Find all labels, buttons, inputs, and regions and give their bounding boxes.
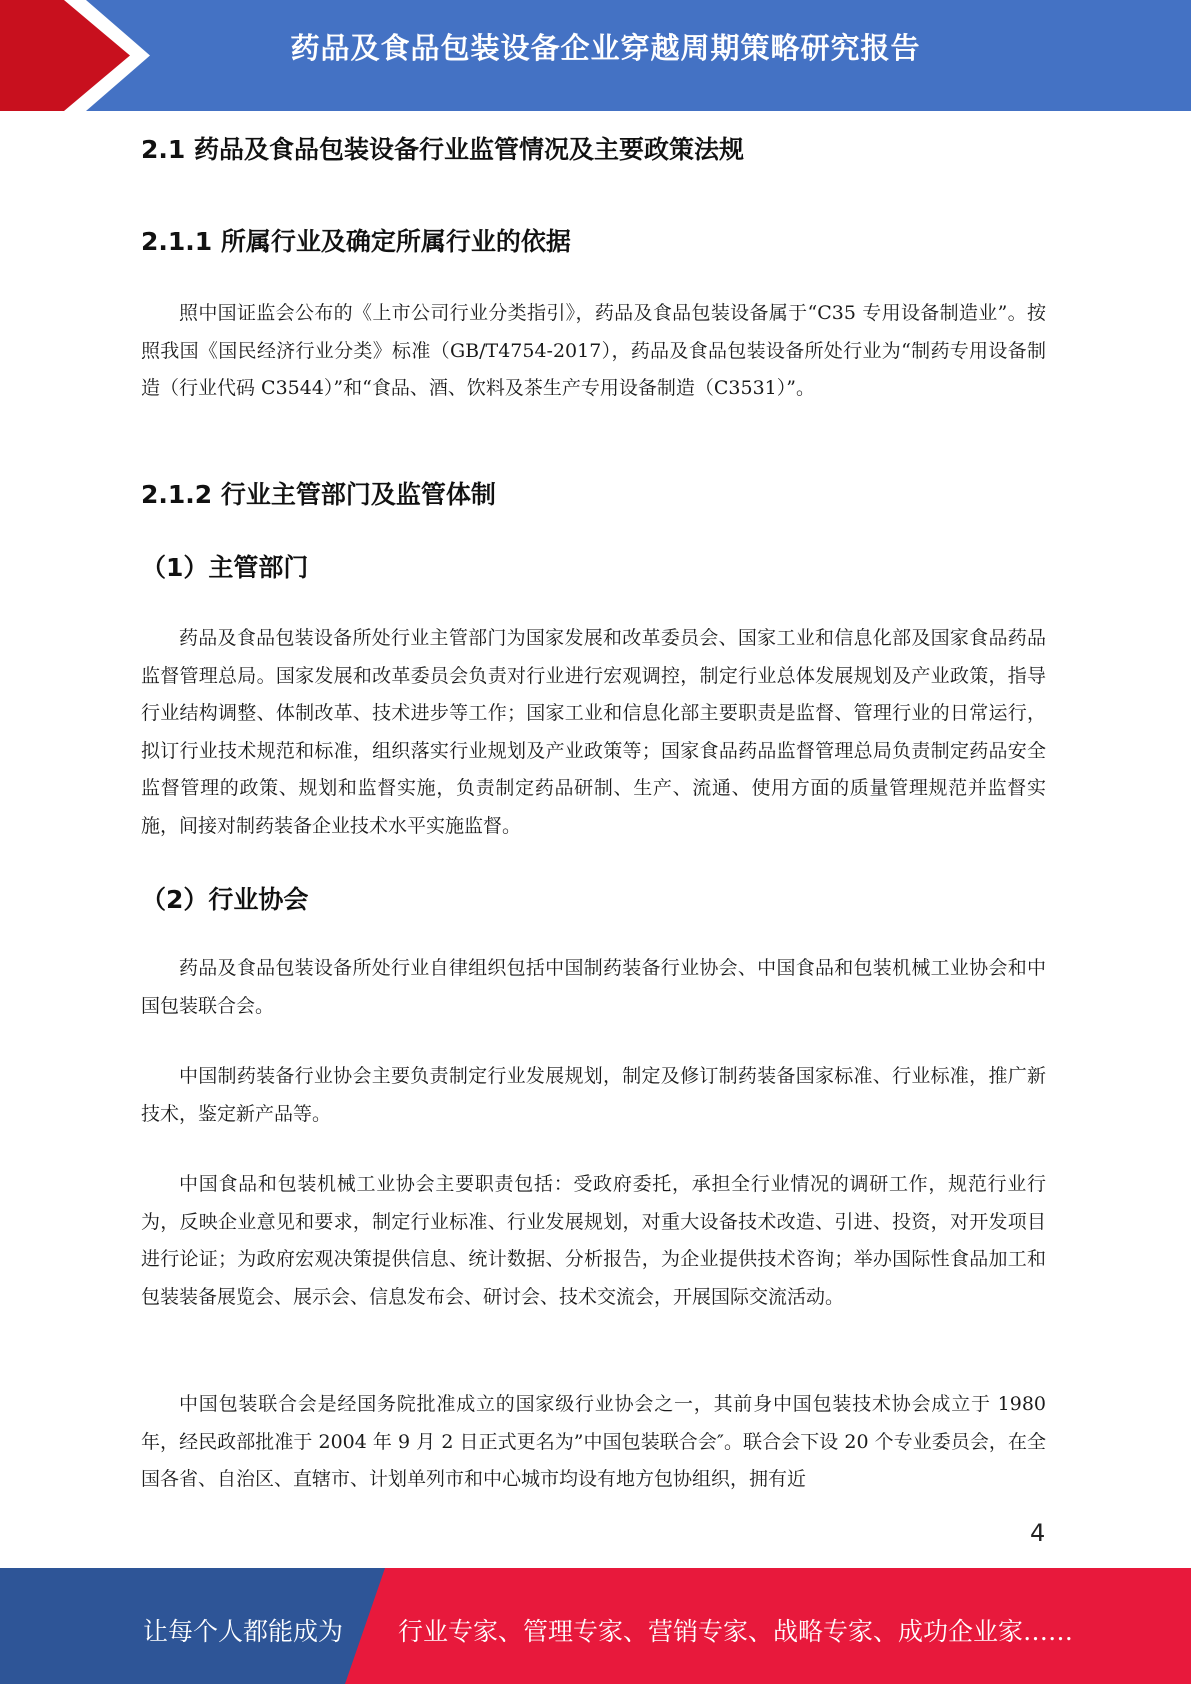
page-number: 4	[1030, 1519, 1046, 1547]
footer-slogan-left: 让每个人都能成为	[143, 1617, 344, 1646]
subsection-1-paragraph: 药品及食品包装设备所处行业主管部门为国家发展和改革委员会、国家工业和信息化部及国家食品药品监督管理总局。国家发展和改革委员会负责对行业进行宏观调控，制定行业总体发展规划及产业政策，指导行业结构调整、体制改革、技术进步等工作；国家工业和信息化部主要职责是监督、管理行业的日常运行，拟订行业技术规范和标准，组织落实行业规划及产业政策等；国家食品药品监督管理总局负责制定药品安全监督管理的政策、规划和监督实施，负责制定药品研制、生产、流通、使用方面的质量管理规范并监督实施，间接对制药装备企业技术水平实施监督。	[141, 627, 1046, 837]
subsection-2-paragraph-2: 中国制药装备行业协会主要负责制定行业发展规划，制定及修订制药装备国家标准、行业标准，推广新技术，鉴定新产品等。	[141, 1065, 1046, 1125]
page-footer	[0, 1568, 1191, 1684]
page-header	[0, 0, 1191, 111]
report-title: 药品及食品包装设备企业穿越周期策略研究报告	[290, 31, 921, 65]
subsection-2-heading: （2）行业协会	[141, 885, 309, 914]
section-2-1-1-heading: 2.1.1 所属行业及确定所属行业的依据	[141, 227, 571, 256]
subsection-1-heading: （1）主管部门	[141, 553, 309, 582]
subsection-2-paragraph-3: 中国食品和包装机械工业协会主要职责包括：受政府委托，承担全行业情况的调研工作，规范行业行为，反映企业意见和要求，制定行业标准、行业发展规划，对重大设备技术改造、引进、投资，对开发项目进行论证；为政府宏观决策提供信息、统计数据、分析报告，为企业提供技术咨询；举办国际性食品加工和包装装备展览会、展示会、信息发布会、研讨会、技术交流会，开展国际交流活动。	[141, 1173, 1046, 1308]
section-2-1-heading: 2.1 药品及食品包装设备行业监管情况及主要政策法规	[141, 135, 744, 164]
section-2-1-1-paragraph: 照中国证监会公布的《上市公司行业分类指引》，药品及食品包装设备属于“C35 专用设备制造业”。按照我国《国民经济行业分类》标准（GB/T4754-2017），药品及食品包装设备所处行业为“制药专用设备制造（行业代码 C3544）”和“食品、酒、饮料及茶生产专用设备制造（C3531）”。	[141, 302, 1046, 399]
subsection-2-paragraph-1: 药品及食品包装设备所处行业自律组织包括中国制药装备行业协会、中国食品和包装机械工业协会和中国包装联合会。	[141, 957, 1046, 1017]
section-2-1-2-heading: 2.1.2 行业主管部门及监管体制	[141, 480, 496, 509]
footer-slogan-right: 行业专家、管理专家、营销专家、战略专家、成功企业家……	[398, 1617, 1074, 1646]
subsection-2-paragraph-4: 中国包装联合会是经国务院批准成立的国家级行业协会之一，其前身中国包装技术协会成立于 1980 年，经民政部批准于 2004 年 9 月 2 日正式更名为”中国包装联合会″。联合会下设 20 个专业委员会，在全国各省、自治区、直辖市、计划单列市和中心城市均设有地方包协组织，拥有近	[141, 1393, 1046, 1490]
